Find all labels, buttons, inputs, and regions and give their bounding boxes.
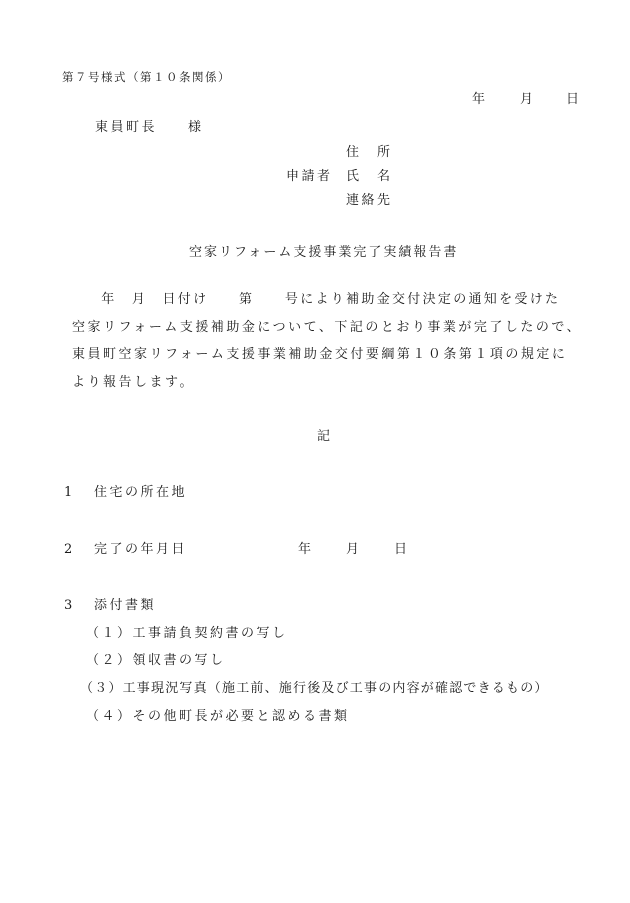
item-2-label: 完了の年月日 [94,542,188,557]
item-1-label: 住宅の所在地 [94,485,188,500]
applicant-role: 申請者 [286,169,333,184]
name-label: 氏 名 [346,169,393,184]
body-line-3: 東員町空家リフォーム支援事業補助金交付要綱第１０条第１項の規定に [72,347,568,362]
body-line-2: 空家リフォーム支援補助金について、下記のとおり事業が完了したので、 [72,320,583,335]
attachment-4: （４）その他町長が必要と認める書類 [86,709,350,724]
item-3-label: 添付書類 [94,598,157,613]
item-2-date: 年 月 日 [298,542,411,557]
item-1-number: 1 [64,485,75,500]
contact-label: 連絡先 [346,193,393,208]
body-line-4: より報告します。 [72,375,195,390]
document-title: 空家リフォーム支援事業完了実績報告書 [189,245,459,260]
addressee-honorific: 様 [188,120,204,135]
item-2-number: 2 [64,542,75,557]
date-day: 日 [566,92,582,107]
address-label: 住 所 [346,145,393,160]
form-label: 第７号様式（第１０条関係） [62,70,231,84]
attachment-2: （２）領収書の写し [86,653,226,668]
date-month: 月 [520,92,536,107]
addressee-name: 東員町長 [95,120,158,135]
date-year: 年 [472,92,488,107]
attachment-1: （１）工事請負契約書の写し [86,626,288,641]
ki-heading: 記 [317,429,333,444]
body-line-1: 年 月 日付け 第 号により補助金交付決定の通知を受けた [86,292,561,307]
attachment-3: （３）工事現況写真（施工前、施行後及び工事の内容が確認できるもの） [80,681,549,696]
item-3-number: 3 [64,598,75,613]
